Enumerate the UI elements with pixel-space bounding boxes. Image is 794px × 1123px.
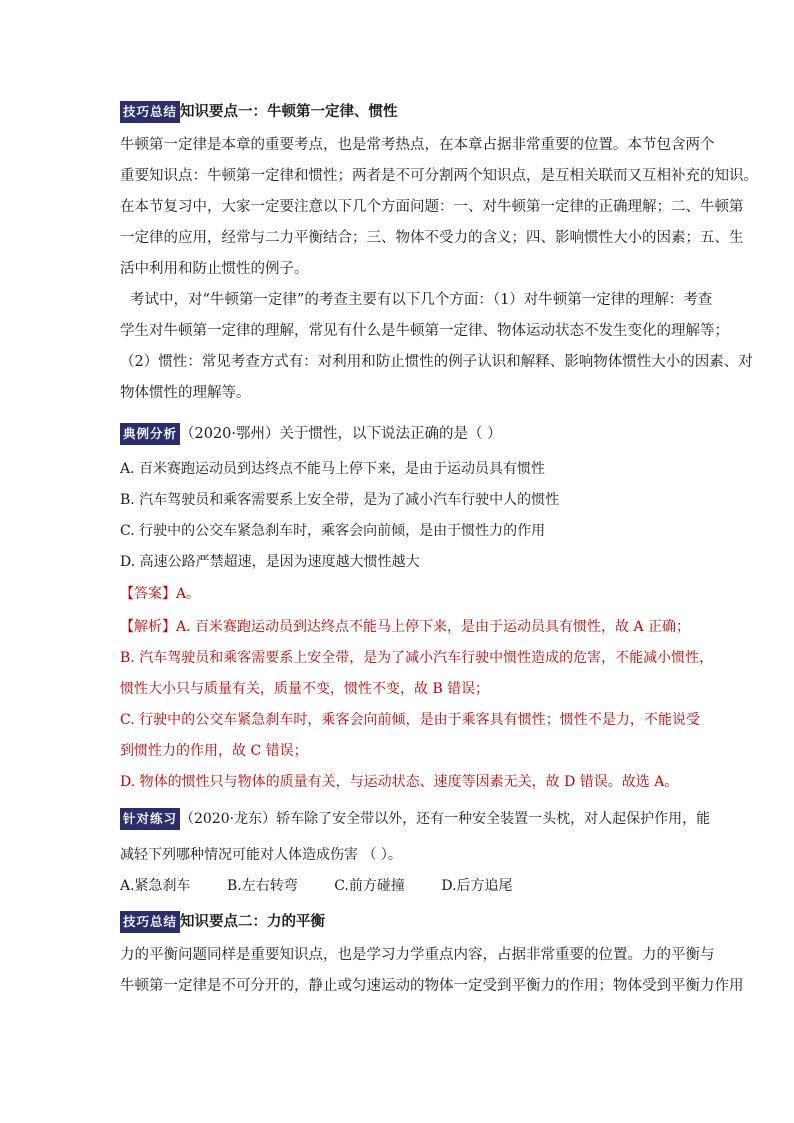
section2-heading xyxy=(120,910,325,933)
analysis-line: B. 汽车驾驶员和乘客需要系上安全带，是为了减小汽车行驶中惯性造成的危害，不能减小惯性， xyxy=(120,650,714,666)
answer-value: A。 xyxy=(176,586,201,602)
example-option-a: A. 百米赛跑运动员到达终点不能马上停下来，是由于运动员具有惯性 xyxy=(120,461,546,477)
section2-paragraph xyxy=(120,940,744,1002)
practice-question-line-1: （2020·龙东）轿车除了安全带以外，还有一种安全装置一头枕，对人起保护作用，能 xyxy=(180,811,711,827)
practice-option-a: A.紧急刹车 xyxy=(120,878,191,894)
analysis-line: D. 物体的惯性只与物体的质量有关，与运动状态、速度等因素无关，故 D 错误。故选 A。 xyxy=(120,774,679,790)
example-badge: 典例分析 xyxy=(120,423,180,445)
example-question: （2020·鄂州）关于惯性，以下说法正确的是（ ） xyxy=(180,426,502,442)
section2-title: 知识要点二：力的平衡 xyxy=(180,914,325,930)
section2-badge: 技巧总结 xyxy=(120,911,180,933)
paragraph-line: 考试中，对“牛顿第一定律”的考查主要有以下几个方面：（1）对牛顿第一定律的理解：考查 xyxy=(130,292,713,308)
example-option-b: B. 汽车驾驶员和乘客需要系上安全带，是为了减小汽车行驶中人的惯性 xyxy=(120,492,560,508)
paragraph-line: 学生对牛顿第一定律的理解，常见有什么是牛顿第一定律、物体运动状态不发生变化的理解等； xyxy=(120,323,729,339)
section1-badge: 技巧总结 xyxy=(120,101,180,123)
paragraph-line: 力的平衡问题同样是重要知识点，也是学习力学重点内容，占据非常重要的位置。力的平衡与 xyxy=(120,947,715,963)
analysis-line: 惯性大小只与质量有关，质量不变，惯性不变，故 B 错误； xyxy=(120,681,490,697)
analysis-text: A. 百米赛跑运动员到达终点不能马上停下来，是由于运动员具有惯性，故 A 正确； xyxy=(176,619,691,635)
example-heading xyxy=(120,422,502,445)
paragraph-line: 物体惯性的理解等。 xyxy=(120,385,251,401)
practice-option-d: D.后方追尾 xyxy=(441,878,513,894)
section1-paragraph-1 xyxy=(120,130,758,285)
paragraph-line: 在本节复习中，大家一定要注意以下几个方面问题：一、对牛顿第一定律的正确理解；二、牛顿第 xyxy=(120,199,744,215)
paragraph-line: 牛顿第一定律是本章的重要考点，也是常考热点，在本章占据非常重要的位置。本节包含两个 xyxy=(120,137,715,153)
practice-heading xyxy=(120,808,710,830)
example-option-d: D. 高速公路严禁超速，是因为速度越大惯性越大 xyxy=(120,554,420,570)
answer-label: 【答案】 xyxy=(120,586,176,602)
analysis-line xyxy=(120,612,700,643)
paragraph-line: （2）惯性：常见考查方式有：对利用和防止惯性的例子认识和解释、影响物体惯性大小的因素、对 xyxy=(120,354,753,370)
section1-heading xyxy=(120,100,398,123)
paragraph-line: 牛顿第一定律是不可分开的，静止或匀速运动的物体一定受到平衡力的作用；物体受到平衡力作用 xyxy=(120,978,744,994)
section1-paragraph-2 xyxy=(120,285,753,409)
practice-option-c: C.前方碰撞 xyxy=(334,878,405,894)
practice-badge: 针对练习 xyxy=(120,808,180,830)
analysis-label: 【解析】 xyxy=(120,619,176,635)
analysis-block xyxy=(120,612,714,798)
answer-line xyxy=(120,583,200,603)
practice-option-b: B.左右转弯 xyxy=(227,878,298,894)
practice-question-line-2: 减轻下列哪种情况可能对人体造成伤害 （ ）。 xyxy=(120,847,402,863)
section1-title: 知识要点一：牛顿第一定律、惯性 xyxy=(180,104,398,120)
paragraph-line: 活中利用和防止惯性的例子。 xyxy=(120,261,309,277)
example-option-c: C. 行驶中的公交车紧急刹车时，乘客会向前倾，是由于惯性力的作用 xyxy=(120,523,546,539)
practice-options xyxy=(120,875,545,895)
paragraph-line: 一定律的应用，经常与二力平衡结合；三、物体不受力的含义；四、影响惯性大小的因素；五、生 xyxy=(120,230,744,246)
analysis-line: 到惯性力的作用，故 C 错误； xyxy=(120,743,308,759)
paragraph-line: 重要知识点：牛顿第一定律和惯性；两者是不可分割两个知识点，是互相关联而又互相补充的知识。 xyxy=(120,168,758,184)
analysis-line: C. 行驶中的公交车紧急刹车时，乘客会向前倾，是由于乘客具有惯性；惯性不是力，不能说受 xyxy=(120,712,700,728)
